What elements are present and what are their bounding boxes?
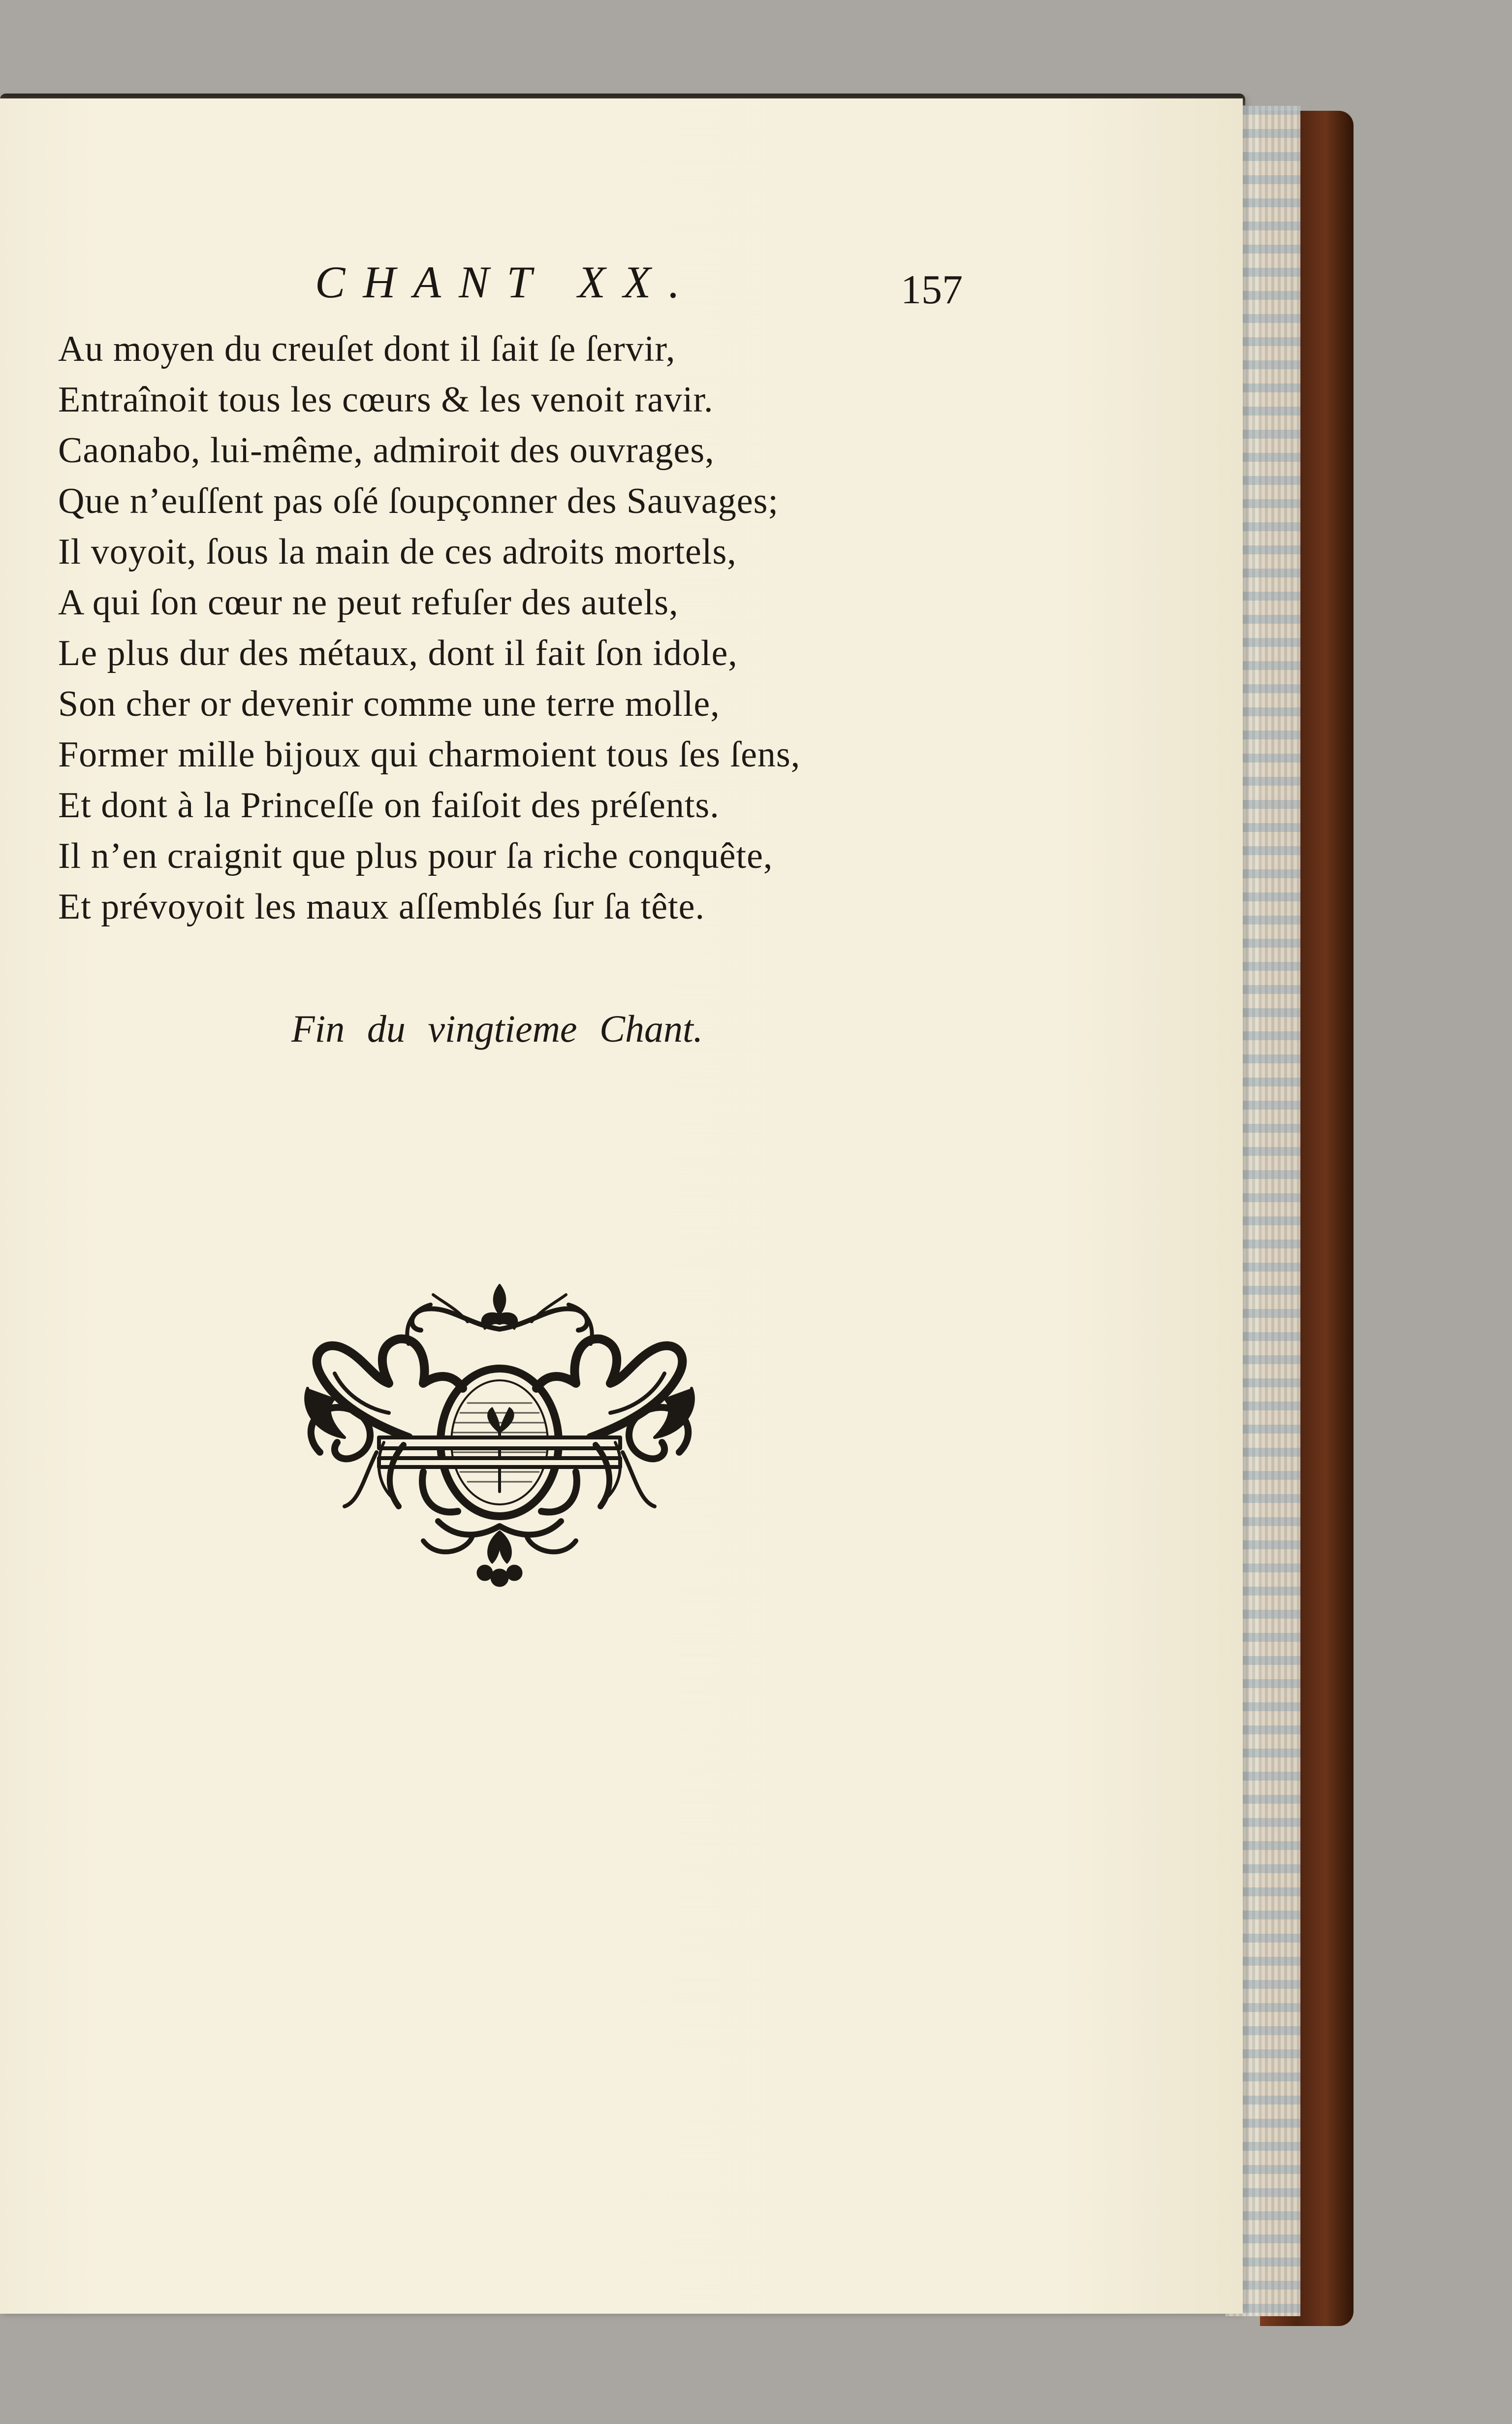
verse-line: Le plus dur des métaux, dont il fait ſon idole, <box>58 633 738 673</box>
verse-line: Il voyoit, ſous la main de ces adroits mortels, <box>58 532 737 572</box>
verse-line: Et prévoyoit les maux aſſemblés ſur ſa tête. <box>58 887 705 927</box>
running-head: CHANT XX. <box>315 257 698 307</box>
verse-line: Caonabo, lui-même, admiroit des ouvrages, <box>58 430 715 471</box>
verse-line: Au moyen du creuſet dont il ſait ſe ſervir, <box>58 329 676 369</box>
verse-line: Son cher or devenir comme une terre molle, <box>58 684 720 724</box>
verse-line: Que n’euſſent pas oſé ſoupçonner des Sauvages; <box>58 481 779 521</box>
verse-line: A qui ſon cœur ne peut refuſer des autels, <box>58 582 679 623</box>
verse-line: Former mille bijoux qui charmoient tous ſes ſens, <box>58 734 801 775</box>
verse-line: Et dont à la Princeſſe on faiſoit des préſents. <box>58 785 720 826</box>
verse-line: Entraînoit tous les cœurs & les venoit ravir. <box>58 380 714 420</box>
verse-block <box>58 324 983 932</box>
page-number: 157 <box>901 267 963 313</box>
fleuron-ornament-icon <box>261 1275 738 1595</box>
verse-line: Il n’en craignit que plus pour ſa riche conquête, <box>58 836 773 876</box>
end-of-canto-colophon: Fin du vingtieme Chant. <box>291 1007 703 1050</box>
